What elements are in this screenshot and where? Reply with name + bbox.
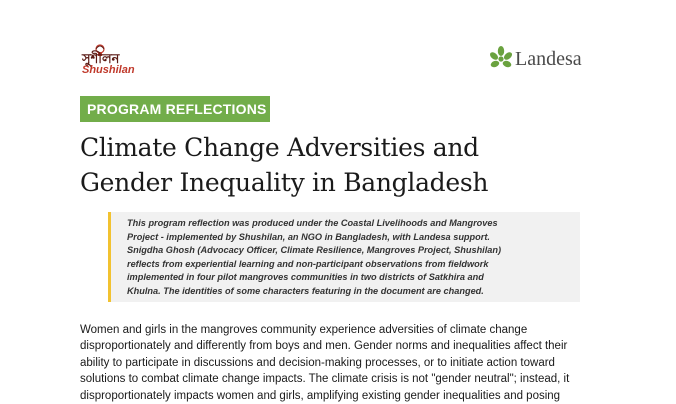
logo-english-text: Shushilan: [82, 64, 135, 76]
landesa-wordmark: Landesa: [515, 48, 582, 70]
shushilan-logo: [78, 38, 138, 80]
body-line: disproportionately impacts women and girls, amplifying existing gender inequalities and posing: [80, 389, 561, 402]
body-line: disproportionately and differently from boys and men. Gender norms and inequalities affect their: [80, 340, 568, 353]
body-line: Women and girls in the mangroves community experience adversities of climate change: [80, 324, 528, 336]
landesa-leaf-icon: [488, 45, 514, 73]
callout-line: Snigdha Ghosh (Advocacy Officer, Climate Resilience, Mangroves Project, Shushilan): [127, 245, 502, 256]
body-paragraph: [80, 322, 620, 404]
callout-line: implemented in four pilot mangroves communities in two districts of Satkhira and: [127, 272, 484, 283]
callout-line: reflects from experiential learning and non-participant observations from fieldwork: [127, 258, 489, 269]
document-title: [80, 130, 640, 200]
reflection-callout: [108, 212, 580, 302]
body-line: ability to participate in discussions and decision-making processes, or to initiate action toward: [80, 356, 555, 369]
body-line: solutions to combat climate change impacts. The climate crisis is not "gender neutral"; instead, it: [80, 373, 570, 386]
section-tag: PROGRAM REFLECTIONS: [80, 96, 270, 122]
logo-bangla-text: সুশীলন: [82, 52, 120, 67]
callout-line: Project - implemented by Shushilan, an NGO in Bangladesh, with Landesa support.: [127, 231, 490, 242]
callout-line: Khulna. The identities of some characters featuring in the document are changed.: [127, 285, 484, 296]
title-line: Climate Change Adversities and: [80, 133, 479, 162]
callout-line: This program reflection was produced under the Coastal Livelihoods and Mangroves: [127, 218, 498, 228]
title-line: Gender Inequality in Bangladesh: [80, 168, 489, 197]
